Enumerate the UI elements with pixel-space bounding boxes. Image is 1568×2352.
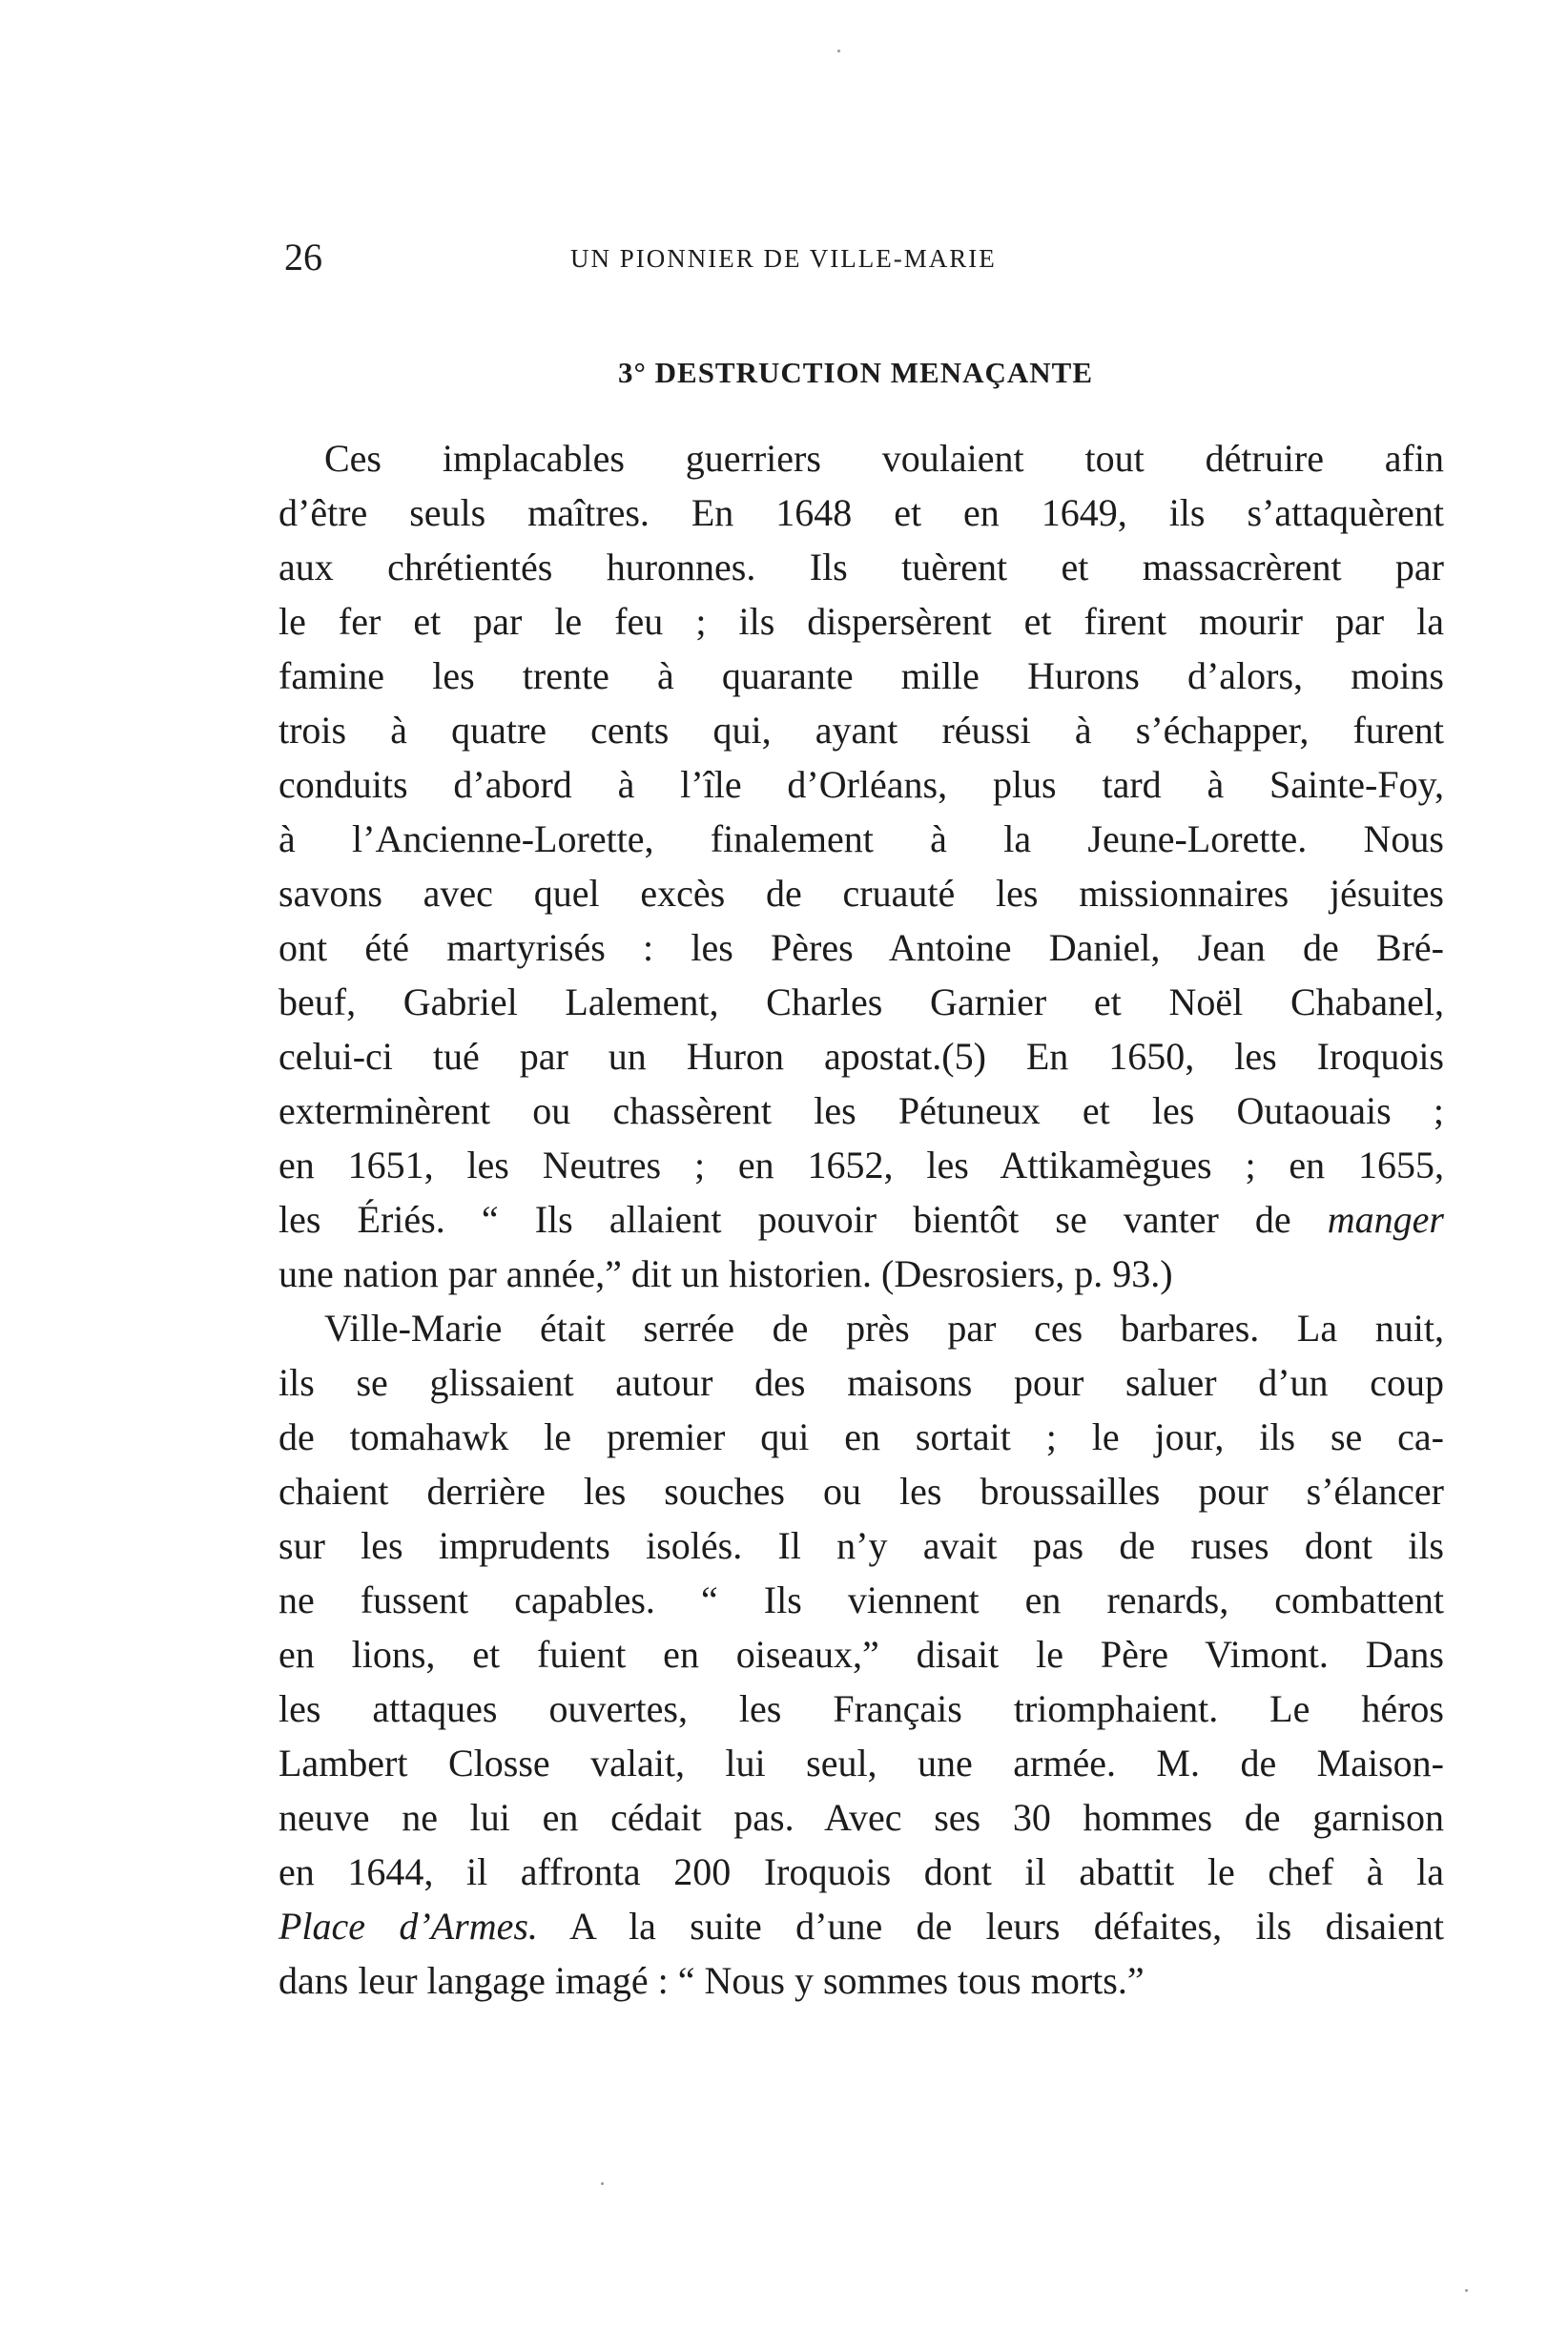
text-line: exterminèrent ou chassèrent les Pétuneux et les Outaouais ; — [279, 1089, 1444, 1132]
page-number: 26 — [284, 236, 322, 279]
scan-speck — [1465, 2289, 1468, 2292]
text-segment: les Ériés. “ Ils allaient pouvoir bientôt se vanter de — [279, 1198, 1328, 1241]
text-line: en 1651, les Neutres ; en 1652, les Attikamègues ; en 1655, — [279, 1144, 1444, 1186]
text-line: sur les imprudents isolés. Il n’y avait pas de ruses dont ils — [279, 1524, 1444, 1567]
text-line: Ces implacables guerriers voulaient tout détruire afin — [324, 437, 1444, 480]
text-line: ont été martyrisés : les Pères Antoine Daniel, Jean de Bré- — [279, 926, 1444, 969]
body-text — [279, 431, 1444, 2008]
text-line: ils se glissaient autour des maisons pour saluer d’un coup — [279, 1361, 1444, 1404]
text-line: savons avec quel excès de cruauté les missionnaires jésuites — [279, 872, 1444, 915]
text-line: beuf, Gabriel Lalement, Charles Garnier et Noël Chabanel, — [279, 980, 1444, 1023]
text-line: en lions, et fuient en oiseaux,” disait le Père Vimont. Dans — [279, 1633, 1444, 1676]
text-line: à l’Ancienne-Lorette, finalement à la Jeune-Lorette. Nous — [279, 817, 1444, 860]
text-line: trois à quatre cents qui, ayant réussi à s’échapper, furent — [279, 709, 1444, 752]
running-head — [284, 234, 1448, 281]
text-line: Lambert Closse valait, lui seul, une armée. M. de Maison- — [279, 1742, 1444, 1785]
text-segment: A la suite d’une de leurs défaites, ils disaient — [537, 1905, 1444, 1948]
text-line: celui-ci tué par un Huron apostat.(5) En 1650, les Iroquois — [279, 1035, 1444, 1078]
text-line: le fer et par le feu ; ils dispersèrent et firent mourir par la — [279, 600, 1444, 643]
text-line: en 1644, il affronta 200 Iroquois dont il abattit le chef à la — [279, 1850, 1444, 1893]
text-line: ne fussent capables. “ Ils viennent en renards, combattent — [279, 1578, 1444, 1621]
text-line: famine les trente à quarante mille Hurons d’alors, moins — [279, 654, 1444, 697]
text-line-with-italic — [279, 1899, 1444, 1953]
section-heading: 3° DESTRUCTION MENAÇANTE — [617, 356, 1093, 389]
text-line-with-italic — [279, 1192, 1444, 1247]
text-line: les attaques ouvertes, les Français triomphaient. Le héros — [279, 1687, 1444, 1730]
text-line: d’être seuls maîtres. En 1648 et en 1649, ils s’attaquèrent — [279, 491, 1444, 534]
text-line: aux chrétientés huronnes. Ils tuèrent et massacrèrent par — [279, 546, 1444, 588]
running-title: UN PIONNIER DE VILLE-MARIE — [570, 244, 997, 273]
text-line: de tomahawk le premier qui en sortait ; le jour, ils se ca- — [279, 1415, 1444, 1458]
scan-speck — [601, 2182, 604, 2185]
text-line: Ville-Marie était serrée de près par ces barbares. La nuit, — [324, 1307, 1444, 1350]
text-line: dans leur langage imagé : “ Nous y sommes tous morts.” — [279, 1959, 1145, 2002]
italic-word: manger — [1327, 1198, 1444, 1241]
text-line: conduits d’abord à l’île d’Orléans, plus tard à Sainte-Foy, — [279, 763, 1444, 806]
text-line: chaient derrière les souches ou les broussailles pour s’élancer — [279, 1470, 1444, 1513]
text-line: une nation par année,” dit un historien. (Desrosiers, p. 93.) — [279, 1252, 1173, 1295]
scan-speck — [837, 50, 840, 52]
italic-phrase: Place d’Armes. — [279, 1905, 538, 1948]
text-line: neuve ne lui en cédait pas. Avec ses 30 hommes de garnison — [279, 1796, 1444, 1839]
